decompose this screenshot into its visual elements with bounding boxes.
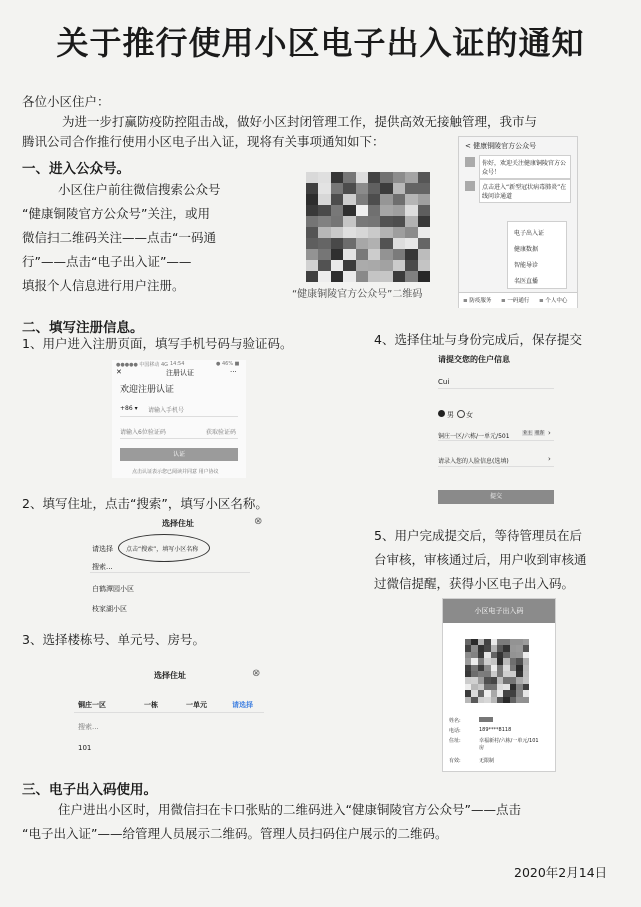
qr-cell bbox=[393, 238, 405, 249]
radio-female[interactable] bbox=[457, 410, 465, 418]
section3-line1: 住户进出小区时，用微信扫在卡口张贴的二维码进入“健康铜陵官方公众号”——点击 bbox=[58, 802, 521, 817]
qr-cell bbox=[380, 205, 392, 216]
section3-heading: 三、电子出入码使用。 bbox=[22, 782, 157, 798]
qr-cell bbox=[393, 172, 405, 183]
pass-value-phone: 189****8118 bbox=[479, 727, 512, 733]
chevron-right-icon[interactable]: › bbox=[548, 455, 551, 463]
avatar bbox=[465, 157, 475, 167]
qr-cell bbox=[418, 183, 430, 194]
intro-line-1: 为进一步打赢防疫防控阻击战，做好小区封闭管理工作，提供高效无接触管理，我市与 bbox=[62, 114, 538, 129]
qr-cell bbox=[356, 194, 368, 205]
qr-cell bbox=[393, 249, 405, 260]
submit-form-screenshot bbox=[428, 352, 562, 512]
select-label: 请选择 bbox=[92, 545, 113, 553]
qr-cell bbox=[356, 271, 368, 282]
radio-male[interactable] bbox=[438, 410, 445, 417]
section1-line-5: 填报个人信息进行用户注册。 bbox=[22, 278, 185, 293]
chat-message-1: 你好，欢迎关注健康铜陵官方公众号！ bbox=[479, 155, 571, 179]
tab-building[interactable]: 一栋 bbox=[144, 701, 158, 709]
section2-step5-line3: 过微信提醒，获得小区电子出入码。 bbox=[374, 576, 575, 591]
qr-cell bbox=[393, 216, 405, 227]
qr-cell bbox=[343, 183, 355, 194]
qr-cell bbox=[380, 260, 392, 271]
pass-name-redacted bbox=[479, 717, 493, 722]
nav-title: 注册认证 bbox=[166, 369, 194, 377]
qr-cell bbox=[405, 216, 417, 227]
menu-item-guide[interactable]: 智能导诊 bbox=[514, 262, 539, 269]
qr-cell bbox=[356, 216, 368, 227]
qr-cell bbox=[306, 205, 318, 216]
chat-header: < 健康铜陵官方公众号 bbox=[465, 142, 537, 150]
qr-cell bbox=[380, 249, 392, 260]
close-icon[interactable]: ⊗ bbox=[252, 668, 261, 679]
pass-label-name: 姓名: bbox=[449, 718, 461, 724]
name-field[interactable] bbox=[438, 370, 554, 389]
qr-cell bbox=[356, 238, 368, 249]
menu-item-live[interactable]: 名医直播 bbox=[514, 278, 539, 285]
menu-item-health[interactable]: 健康数据 bbox=[514, 246, 539, 253]
welcome-text: 欢迎注册认证 bbox=[120, 385, 175, 395]
qr-cell bbox=[418, 194, 430, 205]
room-item[interactable]: 101 bbox=[78, 744, 92, 752]
qr-cell bbox=[368, 194, 380, 205]
qr-cell bbox=[318, 172, 330, 183]
qr-cell bbox=[405, 205, 417, 216]
close-icon[interactable]: ✕ bbox=[116, 368, 122, 376]
search-placeholder: 搜索... bbox=[92, 563, 113, 571]
tab-profile[interactable]: ≡ 个人中心 bbox=[539, 298, 568, 304]
qr-cell bbox=[356, 205, 368, 216]
qr-cell bbox=[368, 271, 380, 282]
form-title: 请提交您的住户信息 bbox=[438, 355, 510, 364]
pass-title: 小区电子出入码 bbox=[443, 599, 555, 623]
section2-step2: 2、填写住址，点击“搜索”，填写小区名称。 bbox=[22, 496, 268, 511]
section2-step3: 3、选择楼栋号、单元号、房号。 bbox=[22, 632, 205, 647]
qr-cell bbox=[356, 260, 368, 271]
qr-cell bbox=[331, 227, 343, 238]
chevron-right-icon[interactable]: › bbox=[548, 429, 551, 437]
qr-cell bbox=[356, 227, 368, 238]
qr-cell bbox=[318, 227, 330, 238]
qr-cell bbox=[368, 260, 380, 271]
tab-pass[interactable]: ≡ 一码通行 bbox=[501, 298, 530, 304]
page-title: 关于推行使用小区电子出入证的通知 bbox=[56, 24, 585, 62]
qr-cell bbox=[306, 172, 318, 183]
qr-cell bbox=[405, 183, 417, 194]
qr-cell bbox=[393, 194, 405, 205]
qr-cell bbox=[368, 216, 380, 227]
qr-cell bbox=[368, 183, 380, 194]
selection-bar bbox=[74, 690, 264, 713]
qr-cell bbox=[343, 271, 355, 282]
address-field[interactable] bbox=[438, 422, 554, 441]
qr-cell bbox=[368, 249, 380, 260]
qr-cell bbox=[418, 271, 430, 282]
qr-cell bbox=[393, 271, 405, 282]
section2-step4: 4、选择住址与身份完成后，保存提交 bbox=[374, 332, 582, 347]
section2-step5-line2: 台审核，审核通过后，用户收到审核通 bbox=[374, 552, 587, 567]
qr-cell bbox=[306, 216, 318, 227]
search-input[interactable]: 搜索... bbox=[78, 723, 99, 731]
qr-cell bbox=[356, 172, 368, 183]
qr-cell bbox=[380, 271, 392, 282]
qr-cell bbox=[418, 216, 430, 227]
qr-cell bbox=[380, 183, 392, 194]
qr-cell bbox=[306, 194, 318, 205]
qr-cell bbox=[343, 194, 355, 205]
pass-label-address: 住址: bbox=[449, 738, 461, 744]
phone-input[interactable]: 请输入手机号 bbox=[148, 407, 185, 414]
qr-cell bbox=[306, 271, 318, 282]
qr-cell bbox=[418, 260, 430, 271]
section3-line2: “电子出入证”——给管理人员展示二维码。管理人员扫码住户展示的二维码。 bbox=[22, 826, 448, 841]
qr-cell bbox=[318, 183, 330, 194]
qr-cell bbox=[318, 249, 330, 260]
submit-button[interactable]: 认证 bbox=[120, 448, 238, 461]
qr-cell bbox=[318, 271, 330, 282]
menu-item-pass[interactable]: 电子出入证 bbox=[514, 230, 545, 237]
qr-cell bbox=[318, 238, 330, 249]
qr-cell bbox=[393, 227, 405, 238]
form-submit-button[interactable]: 提交 bbox=[438, 490, 554, 504]
qr-cell bbox=[343, 205, 355, 216]
country-code[interactable]: +86 ▾ bbox=[120, 405, 138, 412]
callout-text: 点击“搜索”，填写小区名称 bbox=[126, 546, 199, 553]
gender-male-label: 男 bbox=[447, 411, 454, 419]
get-code-button[interactable]: 获取验证码 bbox=[206, 429, 237, 436]
agreement-text[interactable]: 点击认证表示您已阅读并同意 用户协议 bbox=[132, 469, 219, 475]
qr-cell bbox=[368, 172, 380, 183]
qr-cell bbox=[318, 205, 330, 216]
qr-cell bbox=[405, 249, 417, 260]
qr-cell bbox=[331, 172, 343, 183]
address-value: 铜庄一区/六栋/一单元/501 bbox=[438, 433, 510, 440]
qr-cell bbox=[331, 205, 343, 216]
avatar bbox=[465, 181, 475, 191]
status-carrier: ●●●●● 中国移动 4G bbox=[116, 362, 169, 368]
building-select-screenshot bbox=[66, 664, 272, 760]
chat-menu bbox=[507, 221, 567, 289]
qr-cell bbox=[306, 249, 318, 260]
qr-cell bbox=[318, 216, 330, 227]
qr-cell bbox=[380, 194, 392, 205]
wechat-chat-screenshot bbox=[458, 136, 578, 308]
qr-cell bbox=[368, 227, 380, 238]
section1-line-1: 小区住户前往微信搜索公众号 bbox=[58, 182, 221, 197]
qr-cell bbox=[380, 238, 392, 249]
qr-cell bbox=[380, 172, 392, 183]
qr-cell bbox=[331, 194, 343, 205]
section1-line-2: “健康铜陵官方公众号”关注，或用 bbox=[22, 206, 210, 221]
qr-cell bbox=[343, 260, 355, 271]
qr-cell bbox=[306, 227, 318, 238]
qr-cell bbox=[380, 227, 392, 238]
building-title: 选择住址 bbox=[154, 671, 186, 680]
qr-cell bbox=[405, 194, 417, 205]
qr-cell bbox=[331, 271, 343, 282]
qr-cell bbox=[331, 216, 343, 227]
qr-cell bbox=[418, 249, 430, 260]
date: 2020年2月14日 bbox=[514, 865, 608, 880]
qr-cell bbox=[331, 238, 343, 249]
section1-heading: 一、进入公众号。 bbox=[22, 161, 130, 177]
qr-cell bbox=[418, 172, 430, 183]
list-item[interactable]: 白鹤潭园小区 bbox=[92, 585, 134, 593]
qr-cell bbox=[523, 697, 529, 703]
face-placeholder: 请录入您的人脸信息(选填) bbox=[438, 458, 509, 465]
qr-cell bbox=[380, 216, 392, 227]
pass-value-validity: 无限制 bbox=[479, 758, 495, 764]
qr-cell bbox=[405, 172, 417, 183]
pass-label-phone: 电话: bbox=[449, 728, 461, 734]
tab-unit[interactable]: 一单元 bbox=[186, 701, 207, 709]
qr-cell bbox=[331, 249, 343, 260]
qr-cell bbox=[393, 260, 405, 271]
qr-cell bbox=[343, 238, 355, 249]
tag-tenant: 租客 bbox=[535, 431, 544, 436]
code-field[interactable] bbox=[120, 422, 238, 439]
qr-cell bbox=[343, 172, 355, 183]
qr-cell bbox=[306, 260, 318, 271]
qr-cell bbox=[405, 271, 417, 282]
salutation: 各位小区住户： bbox=[22, 94, 110, 109]
qr-cell bbox=[418, 227, 430, 238]
qr-cell bbox=[356, 249, 368, 260]
qr-cell bbox=[343, 216, 355, 227]
section1-line-3: 微信扫二维码关注——点击“一码通 bbox=[22, 230, 216, 245]
qr-cell bbox=[418, 238, 430, 249]
qr-cell bbox=[331, 183, 343, 194]
qr-cell bbox=[318, 260, 330, 271]
qr-cell bbox=[306, 238, 318, 249]
list-item[interactable]: 枝家湖小区 bbox=[92, 605, 127, 613]
qr-cell bbox=[368, 205, 380, 216]
phone-field[interactable] bbox=[120, 400, 238, 417]
tab-service[interactable]: ≡ 防疫服务 bbox=[463, 298, 492, 304]
qr-cell bbox=[405, 260, 417, 271]
chat-tabbar bbox=[459, 292, 577, 308]
pass-screenshot bbox=[442, 598, 556, 772]
qr-code-image bbox=[306, 172, 430, 282]
section2-heading: 二、填写注册信息。 bbox=[22, 320, 144, 336]
name-value: Cui bbox=[438, 378, 450, 386]
address-title: 选择住址 bbox=[162, 519, 194, 528]
qr-cell bbox=[356, 183, 368, 194]
section1-line-4: 行”——点击“电子出入证”—— bbox=[22, 254, 192, 269]
qr-cell bbox=[318, 194, 330, 205]
pass-label-validity: 有效: bbox=[449, 758, 461, 764]
qr-cell bbox=[405, 238, 417, 249]
pass-qr-code bbox=[465, 639, 529, 703]
chat-message-2: 点击进入“新型冠状病毒肺炎”在线问诊通道 bbox=[479, 179, 571, 203]
registration-screenshot bbox=[112, 360, 246, 478]
qr-cell bbox=[393, 205, 405, 216]
qr-cell bbox=[343, 227, 355, 238]
code-input[interactable]: 请输入6位验证码 bbox=[120, 429, 166, 436]
section2-step1: 1、用户进入注册页面，填写手机号码与验证码。 bbox=[22, 336, 293, 351]
status-time: 14:54 bbox=[170, 361, 185, 367]
qr-cell bbox=[343, 249, 355, 260]
face-field[interactable] bbox=[438, 448, 554, 467]
address-search-screenshot bbox=[80, 516, 266, 620]
qr-cell bbox=[306, 183, 318, 194]
close-icon[interactable]: ⊗ bbox=[254, 516, 263, 527]
gender-female-label: 女 bbox=[466, 411, 473, 419]
qr-cell bbox=[405, 227, 417, 238]
tab-district[interactable]: 铜庄一区 bbox=[78, 701, 106, 709]
qr-cell bbox=[393, 183, 405, 194]
qr-cell bbox=[368, 238, 380, 249]
qr-cell bbox=[418, 205, 430, 216]
section2-step5-line1: 5、用户完成提交后，等待管理员在后 bbox=[374, 528, 582, 543]
qr-cell bbox=[331, 260, 343, 271]
status-battery: ● 46% ■ bbox=[216, 361, 240, 367]
search-input[interactable] bbox=[90, 556, 250, 573]
qr-caption: “健康铜陵官方公众号”二维码 bbox=[292, 289, 423, 300]
intro-line-2: 腾讯公司合作推行使用小区电子出入证，现将有关事项通知如下： bbox=[22, 134, 385, 149]
tab-room[interactable]: 请选择 bbox=[232, 701, 253, 709]
more-icon[interactable]: ··· bbox=[230, 368, 237, 376]
pass-value-address: 幸福新村/六栋/一单元/101房 bbox=[479, 738, 539, 751]
tag-owner: 业主 bbox=[523, 431, 532, 436]
